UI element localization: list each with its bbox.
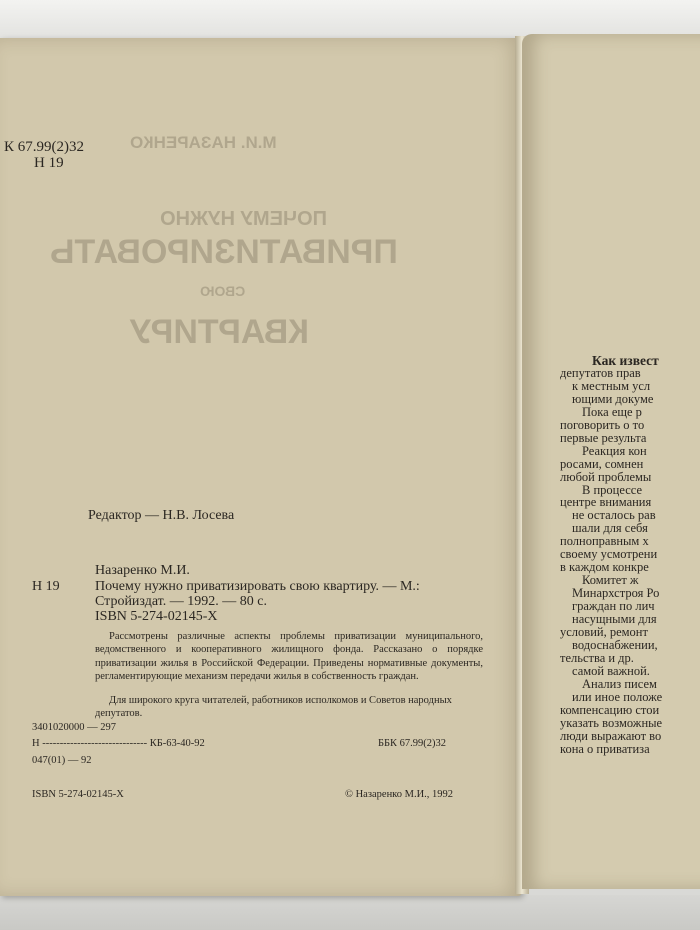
biblio-line-2: Стройиздат. — 1992. — 80 с. [95,594,267,609]
isbn-bottom: ISBN 5-274-02145-X [32,789,124,800]
right-page-line: в каждом конкре [560,560,649,575]
bleed-through-text [40,133,460,463]
right-page-line: условий, ремонт [560,624,648,639]
right-page-line: ющими докуме [572,391,654,406]
catalog-code: К 67.99(2)32 [4,139,84,155]
copyright: © Назаренко М.И., 1992 [345,789,454,800]
right-page-line: своему усмотрени [560,547,658,562]
author-mark: Н 19 [34,155,64,171]
right-page-line: поговорить о то [560,417,645,432]
right-page-line: первые результа [560,430,647,445]
right-page-line: полноправным х [560,534,649,549]
right-page-line: кона о приватиза [560,741,650,756]
bleed-through-title-2: ПРИВАТИЗИРОВАТЬ [50,233,398,271]
right-page-line: не осталось рав [572,508,656,523]
right-page-line: или иное положе [572,689,663,704]
biblio-line-1: Почему нужно приватизировать свою квартиру. — М.: [95,579,420,594]
right-page-line: самой важной. [572,663,650,678]
abstract: Рассмотрены различные аспекты проблемы приватизации муниципального, ведомственного и кооперативного жилищного фонда. Рассказано о порядке приватизации жилья в Российской Федерации. Приведены нормативные документы, регламентирующие механизм передачи жилья в собственность граждан. [95,631,483,682]
right-page-line: компенсацию стои [560,702,660,717]
right-page-line: депутатов прав [560,365,641,380]
left-page [0,38,522,896]
right-page-line: граждан по лич [572,599,655,614]
right-page-line: насущными для [572,612,657,626]
right-page-line: Пока еще р [582,404,642,419]
bleed-through-title-1: ПОЧЕМУ НУЖНО [160,208,327,230]
right-page-line: шали для себя [572,521,648,536]
bleed-through-title-3: СВОЮ [200,283,246,299]
right-page-line: росами, сомнен [560,456,644,471]
bbk-code: ББК 67.99(2)32 [378,738,447,749]
right-page-line: указать возможные [560,715,663,730]
right-page-line: центре внимания [560,495,652,510]
author-mark-2: Н 19 [32,579,60,594]
right-page-line: люди выражают во [560,728,662,743]
author-name: Назаренко М.И. [95,563,190,578]
editor-line: Редактор — Н.В. Лосева [88,508,235,523]
isbn-line: ISBN 5-274-02145-X [95,609,218,624]
bleed-through-title-4: КВАРТИРУ [130,313,309,351]
right-page-line: любой проблемы [560,469,652,484]
right-page-line: водоснабжении, [572,637,658,652]
right-page-line: Минархстроя Ро [572,586,660,601]
right-page-line: тельства и др. [560,650,634,665]
right-page-line: к местным усл [572,378,651,393]
right-page [522,34,700,889]
audience: Для широкого круга читателей, работников исполкомов и Советов народных депутатов. [95,695,452,720]
catalog-number-2: Н ------------------------------ КБ-63-40-92 [32,738,205,749]
right-page-line: Анализ писем [582,676,657,691]
right-page-line: В процессе [582,482,642,497]
background-bottom [0,895,700,930]
right-page-line: Реакция кон [582,443,647,458]
bleed-through-author: М.И. НАЗАРЕНКО [130,133,277,152]
right-page-line: Комитет ж [582,573,639,588]
catalog-number-3: 047(01) — 92 [32,755,92,766]
right-page-line: Как извест [592,353,659,368]
catalog-number-1: 3401020000 — 297 [32,722,116,733]
